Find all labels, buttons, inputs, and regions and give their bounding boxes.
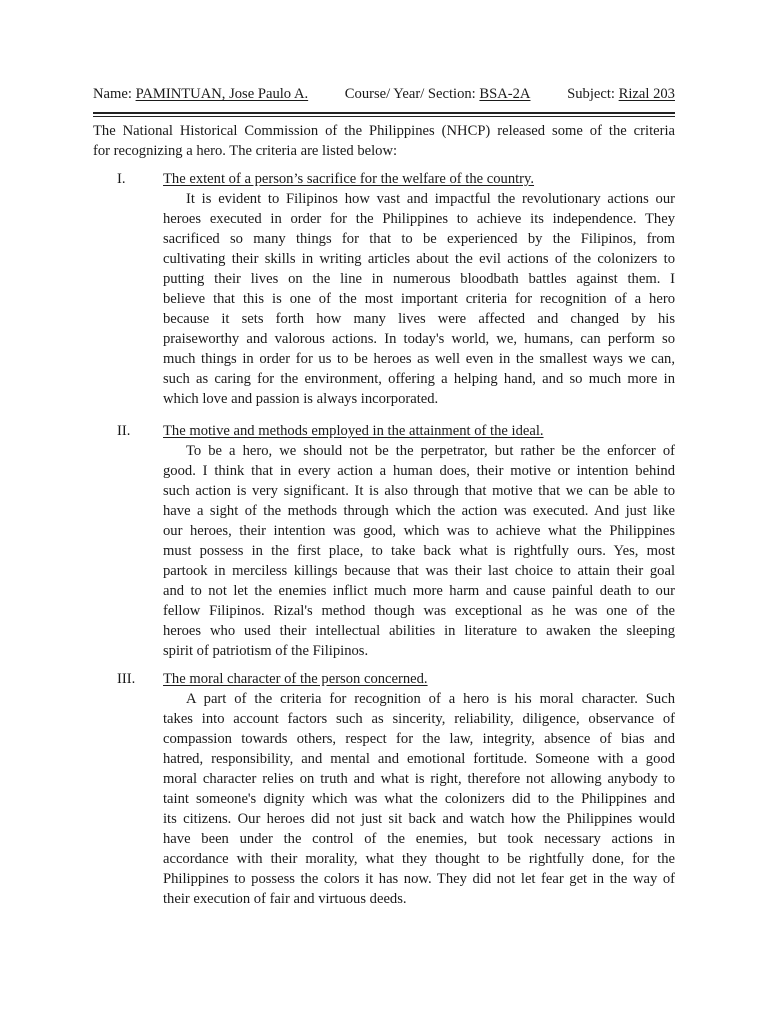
section-number: III. [117,671,136,687]
paragraph-line: partook in merciless killings because that was their last choice to attain their goal [163,563,675,579]
paragraph-line: our heroes, their intention was good, which was to achieve what the Philippines [163,523,675,539]
section-number: I. [117,171,126,187]
paragraph-line: and to not let the enemies inflict much more harm and cause painful death to our [163,583,675,599]
section-body [163,189,675,409]
paragraph-line: putting their lives on the line in numerous bloodbath battles against them. I [163,271,675,287]
section-title: The motive and methods employed in the attainment of the ideal. [163,423,544,439]
section-title: The moral character of the person concerned. [163,671,428,687]
header-rule-thick [93,112,675,114]
subject-field [567,86,675,103]
subject-label: Subject: [567,86,615,102]
paragraph-line: A part of the criteria for recognition of a hero is his moral character. Such [186,691,675,707]
header-rule-thin [93,116,675,117]
paragraph-line: have been under the control of the enemies, but took necessary actions in [163,831,675,847]
paragraph-line: their execution of fair and virtuous deeds. [163,891,407,907]
paragraph-line: because it sets forth how many lives were affected and changed by his [163,311,675,327]
paragraph-line: compassion towards others, respect for the law, integrity, absence of bias and [163,731,675,747]
section-body [163,689,675,909]
paragraph-line: much things in order for us to be heroes as well even in the smallest ways we can, [163,351,675,367]
paragraph-line: spirit of patriotism of the Filipinos. [163,643,369,659]
paragraph-line: good. I think that in every action a human does, their motive or intention behind [163,463,675,479]
section-body [163,441,675,661]
paragraph-line: hatred, responsibility, and mental and emotional fortitude. Someone with a good [163,751,675,767]
paragraph-line: its citizens. Our heroes did not just sit back and watch how the Philippines would [163,811,675,827]
paragraph-line: taint someone's dignity which was what the colonizers did to the Philippines and [163,791,675,807]
name-value: PAMINTUAN, Jose Paulo A. [135,86,309,102]
subject-value: Rizal 203 [618,86,675,102]
paragraph-line: such as caring for the environment, offering a helping hand, and so much more in [163,371,675,387]
paragraph-line: believe that this is one of the most important criteria for recognition of a hero [163,291,675,307]
paragraph-line: must possess in the first place, to take back what is rightfully ours. Yes, most [163,543,675,559]
intro-line: The National Historical Commission of the Philippines (NHCP) released some of the criteria [93,123,675,139]
paragraph-line: It is evident to Filipinos how vast and impactful the revolutionary actions our [186,191,675,207]
course-field [345,86,531,103]
paragraph-line: heroes who used their intellectual abilities in literature to awaken the sleeping [163,623,675,639]
course-label: Course/ Year/ Section: [344,86,476,102]
paragraph-line: fellow Filipinos. Rizal's method though was exceptional as he was one of the [163,603,675,619]
paragraph-line: moral character relies on truth and what is right, therefore not allowing anybody to [163,771,675,787]
course-value: BSA-2A [479,86,531,102]
document-header [93,86,675,103]
paragraph-line: To be a hero, we should not be the perpetrator, but rather be the enforcer of [186,443,675,459]
paragraph-line: cultivating their skills in writing articles about the evil actions of the colonizers to [163,251,675,267]
paragraph-line: Philippines to possess the colors it has now. They did not let fear get in the way of [163,871,675,887]
paragraph-line: have a sight of the methods through which the action was executed. And just like [163,503,675,519]
paragraph-line: takes into account factors such as sincerity, reliability, diligence, observance of [163,711,675,727]
paragraph-line: accordance with their morality, what they thought to be rightfully done, for the [163,851,675,867]
section-title: The extent of a person’s sacrifice for the welfare of the country. [163,171,535,187]
name-field [93,86,308,103]
intro-paragraph [93,121,675,161]
paragraph-line: sacrificed so many things for that to be experienced by the Filipinos, from [163,231,675,247]
name-label: Name: [93,86,132,102]
intro-line: for recognizing a hero. The criteria are listed below: [93,143,398,159]
paragraph-line: praiseworthy and valorous actions. In today's world, we, humans, can perform so [163,331,675,347]
section-number: II. [117,423,131,439]
paragraph-line: which love and passion is always incorporated. [163,391,439,407]
paragraph-line: heroes executed in order for the Philippines to achieve its independence. They [163,211,675,227]
paragraph-line: such action is very significant. It is also through that motive that we can be able to [163,483,675,499]
